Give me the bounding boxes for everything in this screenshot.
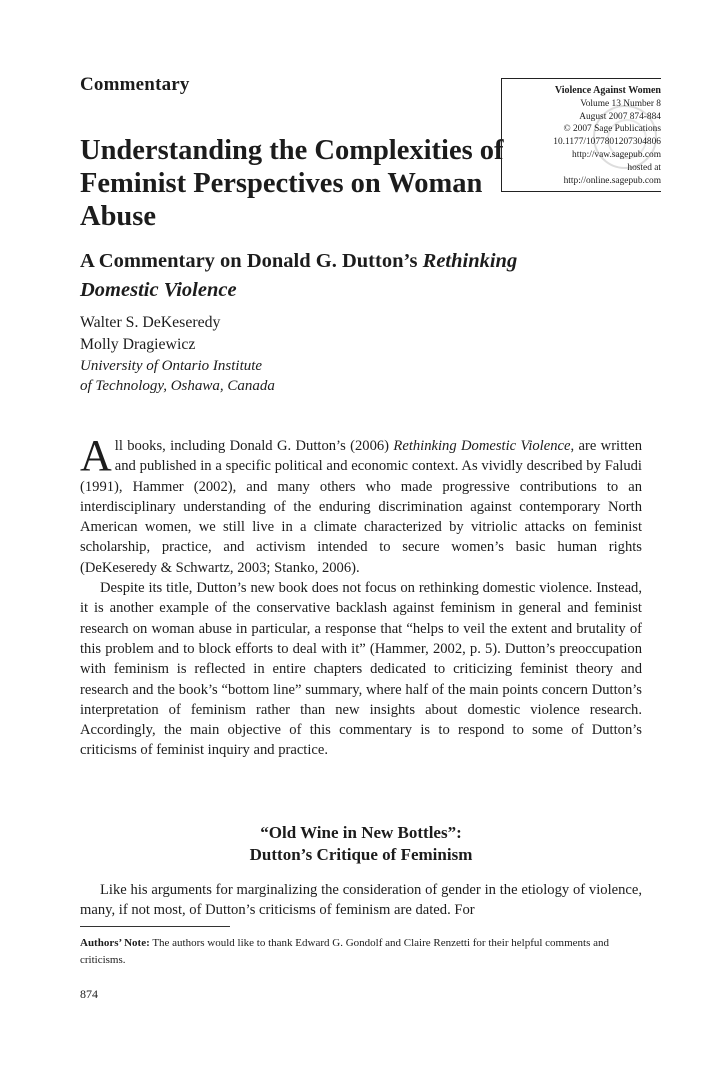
author-list [80,312,220,356]
affiliation-line: of Technology, Oshawa, Canada [80,378,275,394]
affiliation-line: University of Ontario Institute [80,358,263,374]
journal-host-url[interactable]: http://online.sagepub.com [563,175,661,186]
body-paragraph [80,431,642,578]
footnote-text: The authors would like to thank Edward G. Gondolf and Claire Renzetti for their helpful comments and criticisms. [80,937,610,966]
book-title-italic: Rethinking Domestic Violence [393,438,571,454]
authors-note [80,935,642,969]
journal-hosted-at: hosted at [627,162,661,173]
article-body [80,431,642,761]
heading-line: “Old Wine in New Bottles”: [260,823,462,842]
body-paragraph: Despite its title, Dutton’s new book does not focus on rethinking domestic violence. Instead, it is another example of the conservative backlash against feminism in general and feminist research on woman abuse in particular, a response that “helps to veil the extent and brutality of this problem and to block efforts to deal with it” (Hammer, 2002, p. 5). Dutton’s preoccupation with feminism is reflected in entire chapters dedicated to criticizing feminist theory and research and the book’s “bottom line” summary, where half of the main points concern Dutton’s interpretation of feminism rather than new insights about domestic violence research. Accordingly, the main objective of this commentary is to respond to some of Dutton’s criticisms of feminist inquiry and practice. [80,580,642,759]
journal-volume: Volume 13 Number 8 [580,98,661,109]
journal-doi: 10.1177/1077801207304806 [553,137,661,148]
paragraph-text: , are written and published in a specific political and economic context. As vividly described by Faludi (1991), Hammer (2002), and many others who made progressive contributions to an interdisciplinary understanding of the enduring discrimination against contemporary North American women, we still live in a climate characterized by vitriolic attacks on feminist scholarship, practice, and activism intended to secure women’s basic human rights (DeKeseredy & Schwartz, 2003; Stanko, 2006). [80,438,642,576]
subtitle-italic: Rethinking Domestic Violence [80,250,518,301]
journal-info-box [501,78,661,192]
journal-copyright: © 2007 Sage Publications [563,124,661,135]
section-label: Commentary [80,74,190,95]
body-paragraph: Like his arguments for marginalizing the consideration of gender in the etiology of violence, many, if not most, of Dutton’s criticisms of feminism are dated. For [80,882,642,919]
footnote-divider [80,926,230,927]
heading-line: Dutton’s Critique of Feminism [249,845,473,864]
article-subtitle [80,247,540,305]
article-title: Understanding the Complexities of Feminist Perspectives on Woman Abuse [80,135,504,232]
section-heading [80,822,642,866]
page-number: 874 [80,987,98,1001]
journal-date-pages: August 2007 874-884 [579,111,661,122]
author-affiliation [80,356,275,396]
paragraph-text: ll books, including Donald G. Dutton’s (2006) [114,438,394,454]
subtitle-plain: A Commentary on Donald G. Dutton’s [80,250,423,272]
footnote-label: Authors’ Note: [80,937,150,949]
journal-url[interactable]: http://vaw.sagepub.com [572,149,661,160]
author-name: Molly Dragiewicz [80,336,196,353]
article-body-continued [80,880,642,921]
author-name: Walter S. DeKeseredy [80,314,221,331]
journal-name: Violence Against Women [554,85,661,96]
drop-cap: A [80,431,112,480]
